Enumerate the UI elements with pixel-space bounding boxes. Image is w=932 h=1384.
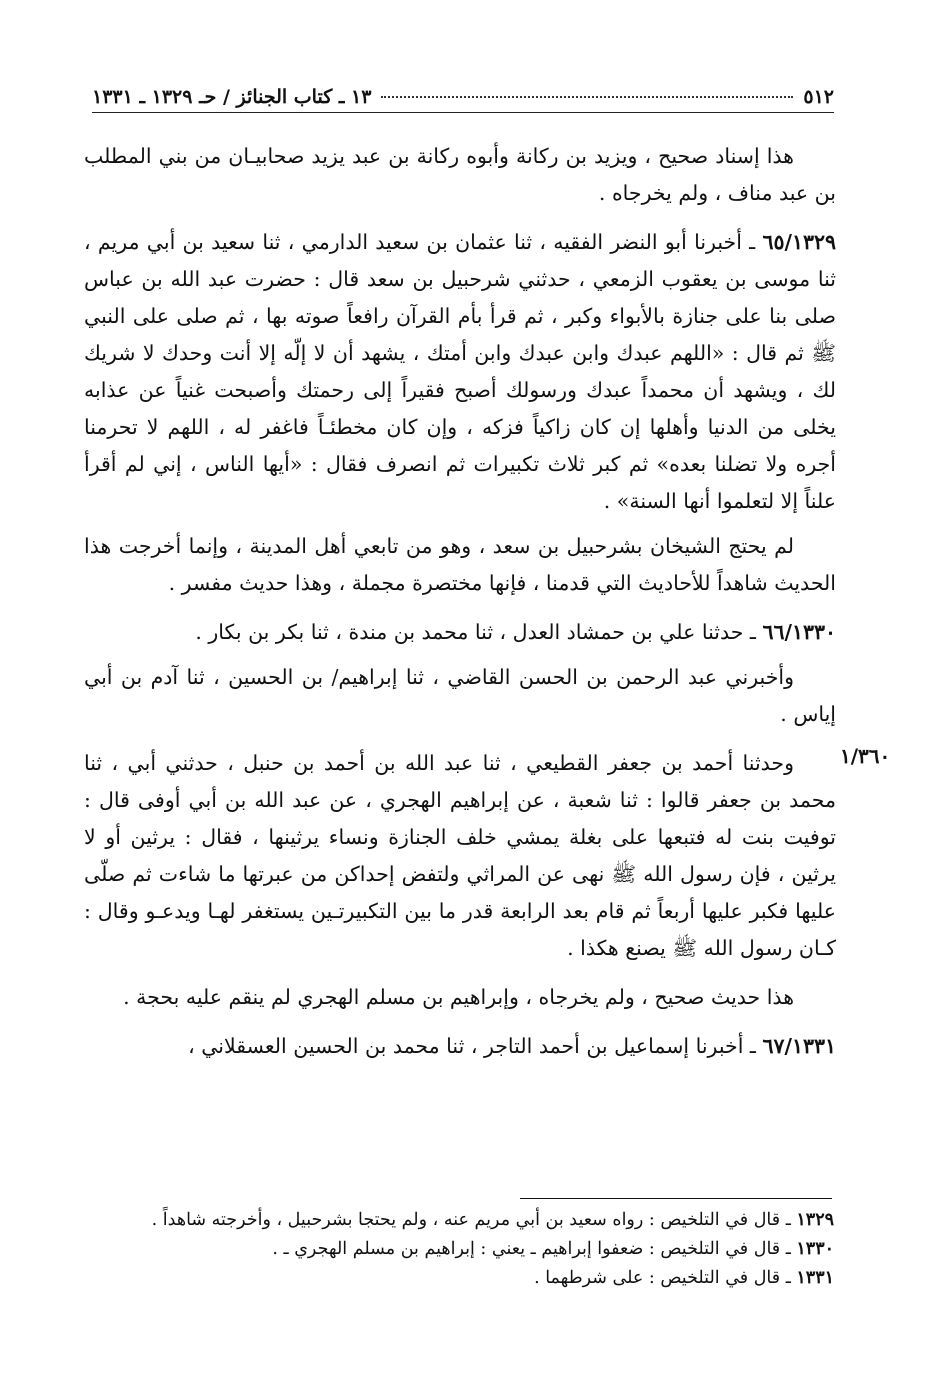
footnote-number: ١٣٣١ — [796, 1268, 834, 1288]
hadith-number: ٦٦/١٣٣٠ — [762, 620, 836, 644]
paragraph-second-chain — [84, 659, 836, 733]
margin-volume-page-note: ١/٣٦٠ — [840, 744, 891, 768]
hadith-1331 — [84, 1028, 836, 1065]
paragraph-grading — [84, 979, 836, 1016]
hadith-text: ـ أخبرنا إسماعيل بن أحمد التاجر ، ثنا محمد بن الحسين العسقلاني ، — [188, 1034, 763, 1058]
paragraph-text: وحدثنا أحمد بن جعفر القطيعي ، ثنا عبد الله بن أحمد بن حنبل ، حدثني أبي ، ثنا محمد بن جعفر قالوا : ثنا شعبة ، عن إبراهيم الهجري ، عن عبد الله بن أبي أوفى قال : توفيت بنت له فتبعها على بغلة يمشي خلف الجنازة ونساء يرثينها ، فقال : يرثين أو لا يرثين ، فإن رسول الله ﷺ نهى عن المراثي ولتفض إحداكن من عبرتها ما شاءت ثم صلّى عليها فكبر عليها أربعاً ثم قام بعد الرابعة قدر ما بين التكبيرتـين يستغفر لهـا ويدعـو وقال : كـان رسول الله ﷺ يصنع هكذا . — [84, 751, 836, 960]
footnote-number: ١٣٣٠ — [796, 1239, 834, 1259]
hadith-text: ـ حدثنا علي بن حمشاد العدل ، ثنا محمد بن مندة ، ثنا بكر بن بكار . — [195, 620, 763, 644]
hadith-1329 — [84, 224, 836, 520]
footnote — [100, 1235, 834, 1264]
main-text — [84, 138, 836, 1073]
footnotes — [100, 1206, 834, 1293]
paragraph-isnad-note — [84, 138, 836, 212]
paragraph-third-chain — [84, 745, 836, 967]
footnote-text: ـ قال في التلخيص : رواه سعيد بن أبي مريم عنه ، ولم يحتجا بشرحبيل ، وأخرجته شاهداً . — [151, 1210, 797, 1230]
footnote — [100, 1206, 834, 1235]
hadith-text: ـ أخبرنا أبو النضر الفقيه ، ثنا عثمان بن سعيد الدارمي ، ثنا سعيد بن أبي مريم ، ثنا موسى بن يعقوب الزمعي ، حدثني شرحبيل بن سعد قال : حضرت عبد الله بن عباس صلى بنا على جنازة بالأبواء وكبر ، ثم قرأ بأم القرآن رافعاً صوته بها ، ثم صلى على النبي ﷺ ثم قال : «اللهم عبدك وابن عبدك وابن أمتك ، يشهد أن لا إلّه إلا أنت وحدك لا شريك لك ، ويشهد أن محمداً عبدك ورسولك أصبح فقيراً إلى رحمتك وأصبحت غنياً عن عذابه يخلى من الدنيا وأهلها إن كان زاكياً فزكه ، وإن كان مخطئـاً فاغفر له ، اللهم لا تحرمنا أجره ولا تضلنا بعده» ثم كبر ثلاث تكبيرات ثم انصرف فقال : «أيها الناس ، إني لم أقرأ علناً إلا لتعلموا أنها السنة» . — [84, 230, 836, 513]
paragraph-text: وأخبرني عبد الرحمن بن الحسن القاضي ، ثنا إبراهيم/ بن الحسين ، ثنا آدم بن أبي إياس . — [84, 665, 836, 726]
paragraph-text: هذا حديث صحيح ، ولم يخرجاه ، وإبراهيم بن مسلم الهجري لم ينقم عليه بحجة . — [123, 985, 794, 1009]
footnote-text: ـ قال في التلخيص : على شرطهما . — [534, 1268, 797, 1288]
hadith-1330 — [84, 614, 836, 651]
header-dot-leader — [381, 96, 793, 98]
paragraph-commentary — [84, 528, 836, 602]
hadith-number: ٦٧/١٣٣١ — [762, 1034, 836, 1058]
paragraph-text: هذا إسناد صحيح ، ويزيد بن ركانة وأبوه ركانة بن عبد يزيد صحابيـان من بني المطلب بن عبد مناف ، ولم يخرجاه . — [84, 144, 836, 205]
paragraph-text: لم يحتج الشيخان بشرحبيل بن سعد ، وهو من تابعي أهل المدينة ، وإنما أخرجت هذا الحديث شاهداً للأحاديث التي قدمنا ، فإنها مختصرة مجملة ، وهذا حديث مفسر . — [84, 534, 836, 595]
page-header — [92, 82, 834, 113]
footnote — [100, 1264, 834, 1293]
hadith-number: ٦٥/١٣٢٩ — [762, 230, 836, 254]
running-title: ١٣ ـ كتاب الجنائز / حـ ١٣٢٩ ـ ١٣٣١ — [92, 86, 372, 108]
page-number: ٥١٢ — [803, 86, 834, 108]
footnote-divider — [520, 1198, 832, 1199]
footnote-text: ـ قال في التلخيص : ضعفوا إبراهيم ـ يعني : إبراهيم بن مسلم الهجري ـ . — [272, 1239, 797, 1259]
footnote-number: ١٣٢٩ — [796, 1210, 834, 1230]
